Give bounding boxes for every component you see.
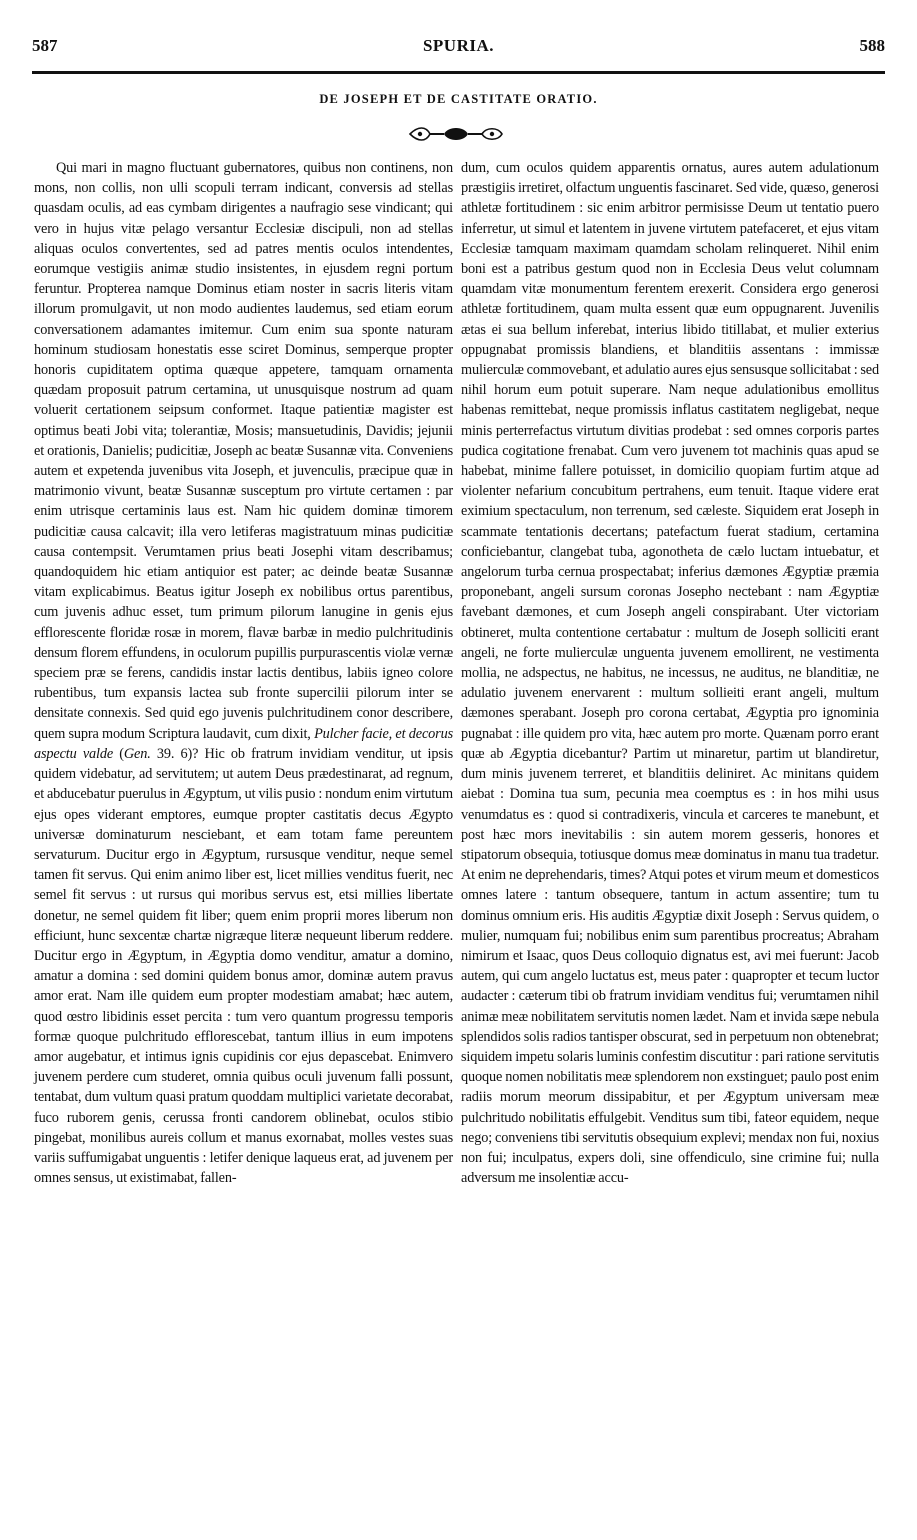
- right-column: [461, 158, 879, 1188]
- running-head: [32, 36, 885, 58]
- left-column-text: [34, 158, 453, 1188]
- left-column: [34, 158, 453, 1188]
- fleuron-ornament-icon: [408, 124, 504, 144]
- scripture-quote: Pulcher facie, et decorus aspectu valde: [34, 725, 453, 762]
- left-text-part2: )? Hic ob fratrum invidiam venditur, ut ipsis quidem videbatur, ad servitutem; ut autem Deus prædestinarat, ad regnum, et abducebatur puerulus in Ægyptum, ut vilis pusio : nondum enim virtutum ejus opes viderant emptores, eumque propter castitatis decus Ægypto universæ dominaturum nesciebant, et eam totam fame pereuntem servaturum. Ducitur ergo in Ægyptum, rursusque venditur, neque semel tamen fit servus. Qui enim animo liber est, licet millies venditus fuerit, nec semel fit servus : ut rursus qui moribus servus est, etsi millies libertate donetur, ne semel quidem fit liber; quem enim proprii mores liberum non efficiunt, hunc sexcentæ chartæ nigræque literæ nequeunt liberum reddere. Ducitur ergo in Ægyptum, in Ægyptia domo venditur, amatur a domino, amatur a domina : sed domini quidem bonus amor, dominæ autem pravus amor erat. Nam ille quidem eum propter modestiam amabat; hæc autem, quod œstro libidinis esset percita : tum vero quantum progressu temporis formæ quoque pulchritudo efflorescebat, tantum illius in eum impotens amor augebatur, et intimus ignis cupidinis cor ejus depascebat. Enimvero juvenem perdere cum studeret, omnia quibus oculi juvenum falli possunt, tentabat, dum vultum quasi pratum quoddam multiplici varietate decorabat, fuco ruborem genis, cerussa fronti candorem oblinebat, oculos stibio pingebat, monilibus aureis collum et manus exornabat, molles vestes suas variis suffumigabat unguentis : letifer denique laqueus erat, ad juvenem per omnes sensus, ut existimabat, fallen-: [34, 745, 453, 1187]
- reference-open: (: [113, 745, 124, 762]
- left-text-part1: Qui mari in magno fluctuant gubernatores, quibus non continens, non mons, non collis, non ulli scopuli terram indicant, conversis ad stellas quasdam oculis, ad eas cymbam dirigentes a naufragio sese vindicant; qui vero in hujus vitæ pelago versantur Ecclesiæ discipuli, non ad stellas aliquas oculos convertentes, sed ad patres mentis oculos intendentes, eorumque vestigiis animæ studio insistentes, in ejusdem regni portum feruntur. Propterea namque Dominus etiam noster in sacris literis vitam illorum promulgavit, ut non modo audientes laudemus, sed etiam eorum conversationem adamantes imitemur. Cum enim sua sponte naturam hominum studiosam honestatis esse sciret Dominus, semperque propter honoris cupiditatem optima quæque appetere, tamquam ornamenta quædam proposuit patrum certamina, ut unusquisque nostrum ad quam voluerit certationem seipsum conformet. Itaque patientiæ magister est optimus beati Jobi vita; tolerantiæ, Mosis; mansuetudinis, Davidis; jejunii et orationis, Danielis; pudicitiæ, Joseph ac beatæ Susannæ vita. Conveniens autem et expetenda juvenibus vita Joseph, et juvenculis, præcipue quæ in matrimonio vivunt, beatæ Susannæ susceptum pro virtute certamen : par enim utrisque certaminis laus est. Nam hic quidem dominæ timorem pudicitiæ causa calcavit; illa vero letiferas magistratuum minas pudicitiæ causa contempsit. Verumtamen prius beati Josephi vitam describamus; quandoquidem hic etiam antiquior est pater; ac deinde beatæ Susannæ vitam explicabimus. Beatus igitur Joseph ex nobilibus ortus parentibus, cum juvenis adhuc esset, tum primum pilorum lanugine in genis ejus efflorescente floridæ rosæ in morem, flavæ barbæ in medio pulchritudinis densum florem effundens, in oculorum pupillis purpurascentis violæ vernæ speciem præ se ferens, candidis instar lactis dentibus, labiis igneo colore rubentibus, tum expansis lactea sub fronte supercilii pilorum inter se densitate connexis. Sed quid ego juvenis pulchritudinem conor describere, quem supra modum Scriptura laudavit, cum dixit,: [34, 160, 453, 742]
- scripture-reference: Gen.: [123, 745, 151, 762]
- running-title: SPURIA.: [422, 36, 495, 55]
- scripture-reference-number: 39. 6: [150, 745, 188, 762]
- header-rule: [32, 71, 885, 74]
- article-title: DE JOSEPH ET DE CASTITATE ORATIO.: [319, 92, 598, 106]
- right-column-text: dum, cum oculos quidem apparentis ornatus, aures autem adulationum præstigiis irretiret, olfactum unguentis fascinaret. Sed vide, quæso, generosi athletæ fortitudinem : sic enim arbitror permisisse Deum ut tentatio puero inferretur, ut simul et latentem in juvene virtutem patefaceret, et ejus vitam Ecclesiæ tamquam maximam quamdam scholam relinqueret. Nihil enim boni est a patribus gestum quod non in Ecclesia Deus velut columnam quamdam vitæ monumentum ferentem erexerit. Considera ergo generosi athletæ fortitudinem, quam multa essent quæ eum oppugnarent. Juvenilis ætas ei sua bellum inferebat, interius libido titillabat, et mulier exterius oppugnabat promissis blandiens, et blanditiis assentans : immissæ mulierculæ commovebant, et adulatio aures ejus sensusque sollicitabat : sed nihil horum eum potuit superare. Nam neque adulationibus emollitus habenas remittebat, neque promissis inflatus castitatem negligebat, neque minis perterrefactus virtutum divitias prodebat : sed omnes corporis partes pudica cogitatione frenabat. Cum vero juvenem tot machinis quas apud se habebat, minime fallere potuisset, in domicilio quopiam furtim atque ad violenter nefarium concubitum pertrahens, eum tenuit. Itaque videre erat eximium spectaculum, non terrenum, sed cæleste. Siquidem erat Joseph in scammate tentationis decertans; patefactum fuerat stadium, certamina conficiebantur, clangebat tuba, agonotheta de cælo luctam intuebatur, et angelorum turba cernua prospectabat; inferius dæmones Ægyptiæ præmia proponebant, angeli sursum coronas Josepho nectebant : nam Ægyptiæ favebant dæmones, et cum Joseph angeli conspirabant. Uter victoriam obtineret, multa contentione certabatur : multum de Joseph solliciti erant angeli, ne forte mulierculæ unguenta juvenem emollirent, ne vestimenta mollia, ne adspectus, ne habitus, ne incessus, ne auditus, ne blanditiæ, ne adulatio juvenem enervarent : multum sollieiti erant angeli, multum dæmones sperabant. Joseph pro corona certabat, Ægyptia pro ignominia pugnabat : ille quidem pro vita, hæc autem pro morte. Quænam porro erant quæ ab Ægyptia dicebantur? Partim ut minaretur, partim ut blandiretur, dum minis juvenem terreret, et blanditiis deliniret. Ac minitans quidem aiebat : Domina tua sum, pecunia mea coemptus es : in hos mihi usus venumdatus es : quod si contradixeris, vincula et carceres te manebunt, et post hæc mors inevitabilis : sin autem morem gesseris, honores et stipatorum obsequia, totiusque domus meæ dominatus in manu tua tradetur. At enim ne deprehendaris, times? Atqui potes et virum meum et domesticos omnes latere : tantum obsequere, tantum in actum assentire; tum tu dominus omnium eris. His auditis Ægyptiæ dixit Joseph : Servus quidem, o mulier, numquam fui; nobilibus enim sum parentibus procreatus; Abraham nimirum et Isaac, quos Deus colloquio dignatus est, avi mei fuerunt: Jacob autem, qui cum angelo luctatus est, meus pater : quapropter et tecum luctor audacter : cæterum tibi ob fratrum invidiam venditus fui; verumtamen nihil animæ meæ nobilitatem servitutis nomen lædet. Nam et invida sæpe nebula splendidos solis radios tantisper obscurat, sed in perpetuum non obtenebrat; siquidem impetu solaris luminis confestim discutitur : pari ratione servitutis quoque nomen nobilitatis meæ splendorem non exstinguet; paulo post enim radiis morum meorum dissipabitur, et per Ægyptum universam meæ pulchritudo nobilitatis effulgebit. Venditus sum tibi, fateor equidem, neque nego; conveniens tibi servitutis obsequium explevi; mendax non fui, noxius non fui; inculpatus, expers doli, sine offendiculo, sine crimine fui; nulla adversum me insolentiæ accu-: [461, 160, 879, 1187]
- page-number-left: 587: [32, 36, 58, 55]
- page-number-right: 588: [859, 36, 885, 55]
